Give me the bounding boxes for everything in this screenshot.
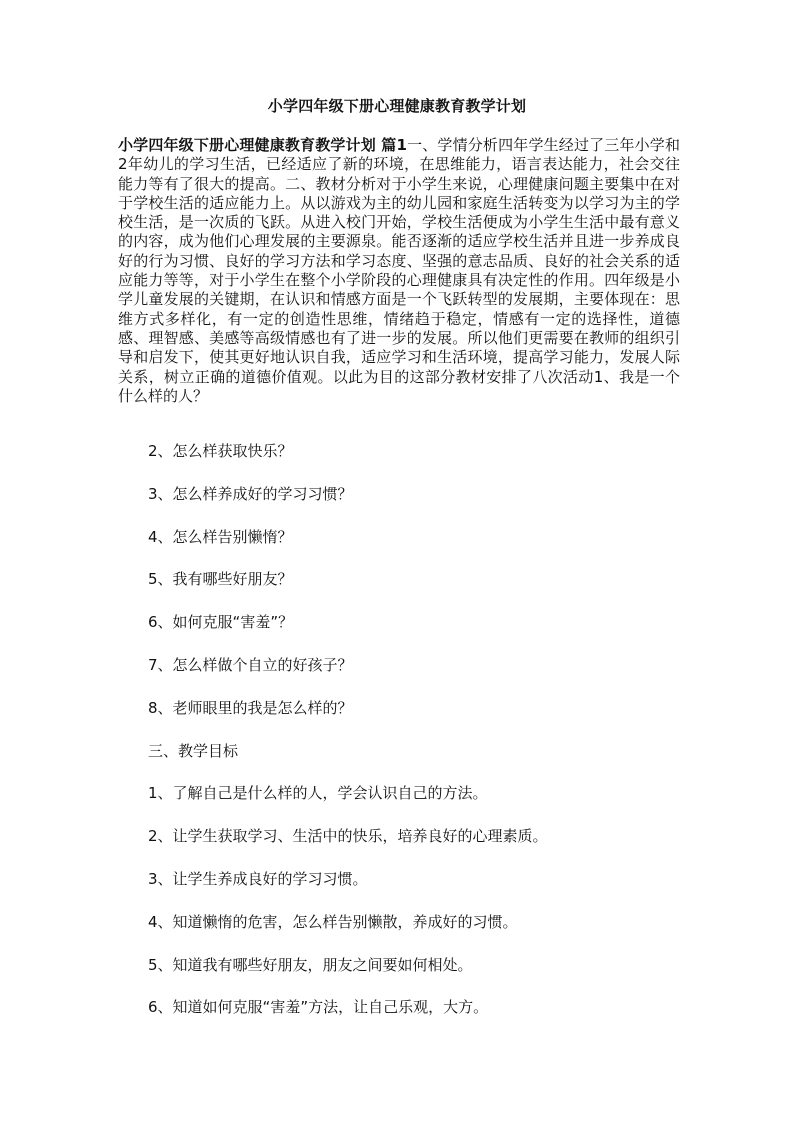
- intro-paragraph: [118, 136, 680, 406]
- list-item: 8、老师眼里的我是怎么样的？: [148, 698, 353, 717]
- list-item: 3、怎么样养成好的学习习惯？: [148, 484, 353, 503]
- list-item: 2、让学生获取学习、生活中的快乐，培养良好的心理素质。: [148, 827, 548, 846]
- list-item: 5、我有哪些好朋友？: [148, 570, 293, 589]
- section-heading: 三、教学目标: [148, 741, 239, 760]
- list-item: 4、怎么样告别懒惰？: [148, 527, 293, 546]
- list-item: 6、如何克服“害羞”？: [148, 613, 294, 632]
- list-item: 5、知道我有哪些好朋友，朋友之间要如何相处。: [148, 955, 473, 974]
- list-item: 7、怎么样做个自立的好孩子？: [148, 655, 353, 674]
- list-item: 6、知道如何克服“害羞”方法，让自己乐观，大方。: [148, 998, 489, 1017]
- list-item: 1、了解自己是什么样的人，学会认识自己的方法。: [148, 784, 488, 803]
- list-item: 3、让学生养成良好的学习习惯。: [148, 869, 368, 888]
- intro-body: 一、学情分析四年学生经过了三年小学和2年幼儿的学习生活，已经适应了新的环境，在思维能力，语言表达能力，社会交往能力等有了很大的提高。二、教材分析对于小学生来说，心理健康问题主要集中在对于学校生活的适应能力上。从以游戏为主的幼儿园和家庭生活转变为以学习为主的学校生活，是一次质的飞跃。从进入校门开始，学校生活便成为小学生生活中最有意义的内容，成为他们心理发展的主要源泉。能否逐渐的适应学校生活并且进一步养成良好的行为习惯、良好的学习方法和学习态度、坚强的意志品质、良好的社会关系的适应能力等等，对于小学生在整个小学阶段的心理健康具有决定性的作用。四年级是小学儿童发展的关键期，在认识和情感方面是一个飞跃转型的发展期，主要体现在：思维方式多样化，有一定的创造性思维，情绪趋于稳定，情感有一定的选择性，道德感、理智感、美感等高级情感也有了进一步的发展。所以他们更需要在教师的组织引导和启发下，使其更好地认识自我，适应学习和生活环境，提高学习能力，发展人际关系，树立正确的道德价值观。以此为目的这部分教材安排了八次活动1、我是一个什么样的人？: [118, 136, 680, 405]
- activity-and-goal-list: [148, 442, 688, 1041]
- list-item: 2、怎么样获取快乐？: [148, 442, 293, 460]
- list-item: 4、知道懒惰的危害，怎么样告别懒散，养成好的习惯。: [148, 912, 518, 931]
- intro-lead: 小学四年级下册心理健康教育教学计划 篇1: [118, 136, 407, 154]
- document-title: 小学四年级下册心理健康教育教学计划: [267, 97, 527, 115]
